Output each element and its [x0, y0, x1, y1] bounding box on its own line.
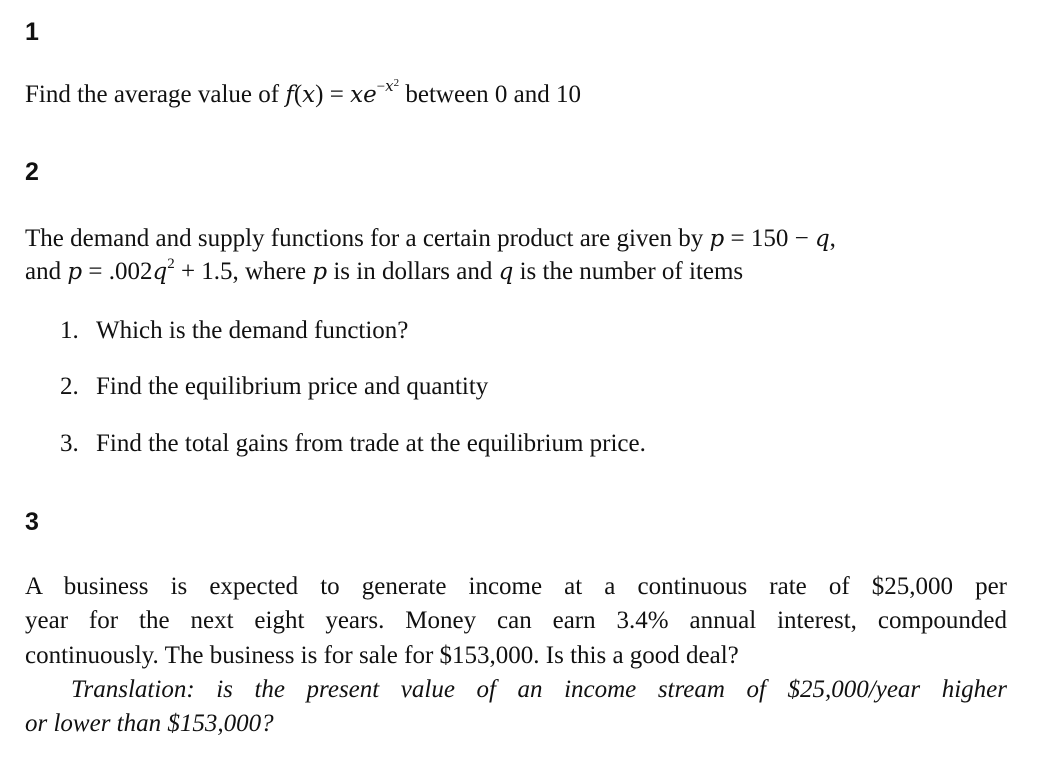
list-item-index: 3. — [60, 430, 79, 457]
supply-rest: + 1.5, where — [174, 258, 313, 285]
demand-eq: = 150 − — [724, 225, 815, 252]
problem-1-number: 1 — [25, 18, 39, 46]
problem-3-line-3: continuously. The business is for sale for $153,000. Is this a good deal? — [25, 642, 739, 669]
list-item-text: Which is the demand function? — [96, 317, 409, 344]
list-item — [60, 370, 488, 403]
var-q: q — [814, 226, 830, 252]
problem-2-number: 2 — [25, 158, 39, 186]
formula-equals: = — [323, 81, 351, 108]
problem-2-line-1 — [25, 222, 1007, 256]
end-text: is the number of items — [513, 258, 744, 285]
list-item-text: Find the equilibrium price and quantity — [96, 373, 489, 400]
formula-exp-x: x — [385, 77, 394, 95]
formula-open-paren: ( — [293, 81, 303, 108]
problem-3-line-1: A business is expected to generate income at a continuous rate of $25,000 per — [25, 573, 1007, 600]
formula-f: f — [285, 82, 294, 108]
formula-xe: xe — [350, 82, 377, 108]
list-item — [60, 427, 646, 460]
problem-3-number: 3 — [25, 508, 39, 536]
var-p: p — [709, 226, 725, 252]
problem-3-line-2: year for the next eight years. Money can earn 3.4% annual interest, compounded — [25, 607, 1007, 634]
formula-exp-minus: − — [376, 79, 386, 95]
list-item-text: Find the total gains from trade at the equilibrium price. — [96, 430, 646, 457]
formula-x: x — [302, 82, 316, 108]
problem-2-line-2 — [25, 255, 1007, 292]
problem-1-text-before: Find the average value of — [25, 81, 286, 108]
list-item — [60, 314, 408, 347]
formula-exp-power: 2 — [393, 77, 400, 89]
list-item-index: 2. — [60, 373, 79, 400]
list-item-index: 1. — [60, 317, 79, 344]
formula-close-paren: ) — [315, 81, 324, 108]
translation-line-1: Translation: is the present value of an income stream of $25,000/year higher — [71, 676, 1007, 703]
var-p: p — [312, 259, 328, 285]
var-q: q — [498, 259, 514, 285]
formula-exponent — [377, 79, 399, 95]
and-text: and — [25, 258, 68, 285]
problem-1-text — [25, 78, 1007, 116]
comma: , — [829, 225, 836, 252]
power-2: 2 — [167, 256, 175, 272]
var-q: q — [152, 259, 168, 285]
problem-2-line-1-text: The demand and supply functions for a certain product are given by — [25, 225, 710, 252]
document-page — [25, 0, 1015, 766]
var-p: p — [67, 259, 83, 285]
problem-1-text-after: between 0 and 10 — [399, 81, 582, 108]
supply-eq: = .002 — [82, 258, 153, 285]
mid-text: is in dollars and — [327, 258, 499, 285]
translation-line-2: or lower than $153,000? — [25, 710, 274, 737]
